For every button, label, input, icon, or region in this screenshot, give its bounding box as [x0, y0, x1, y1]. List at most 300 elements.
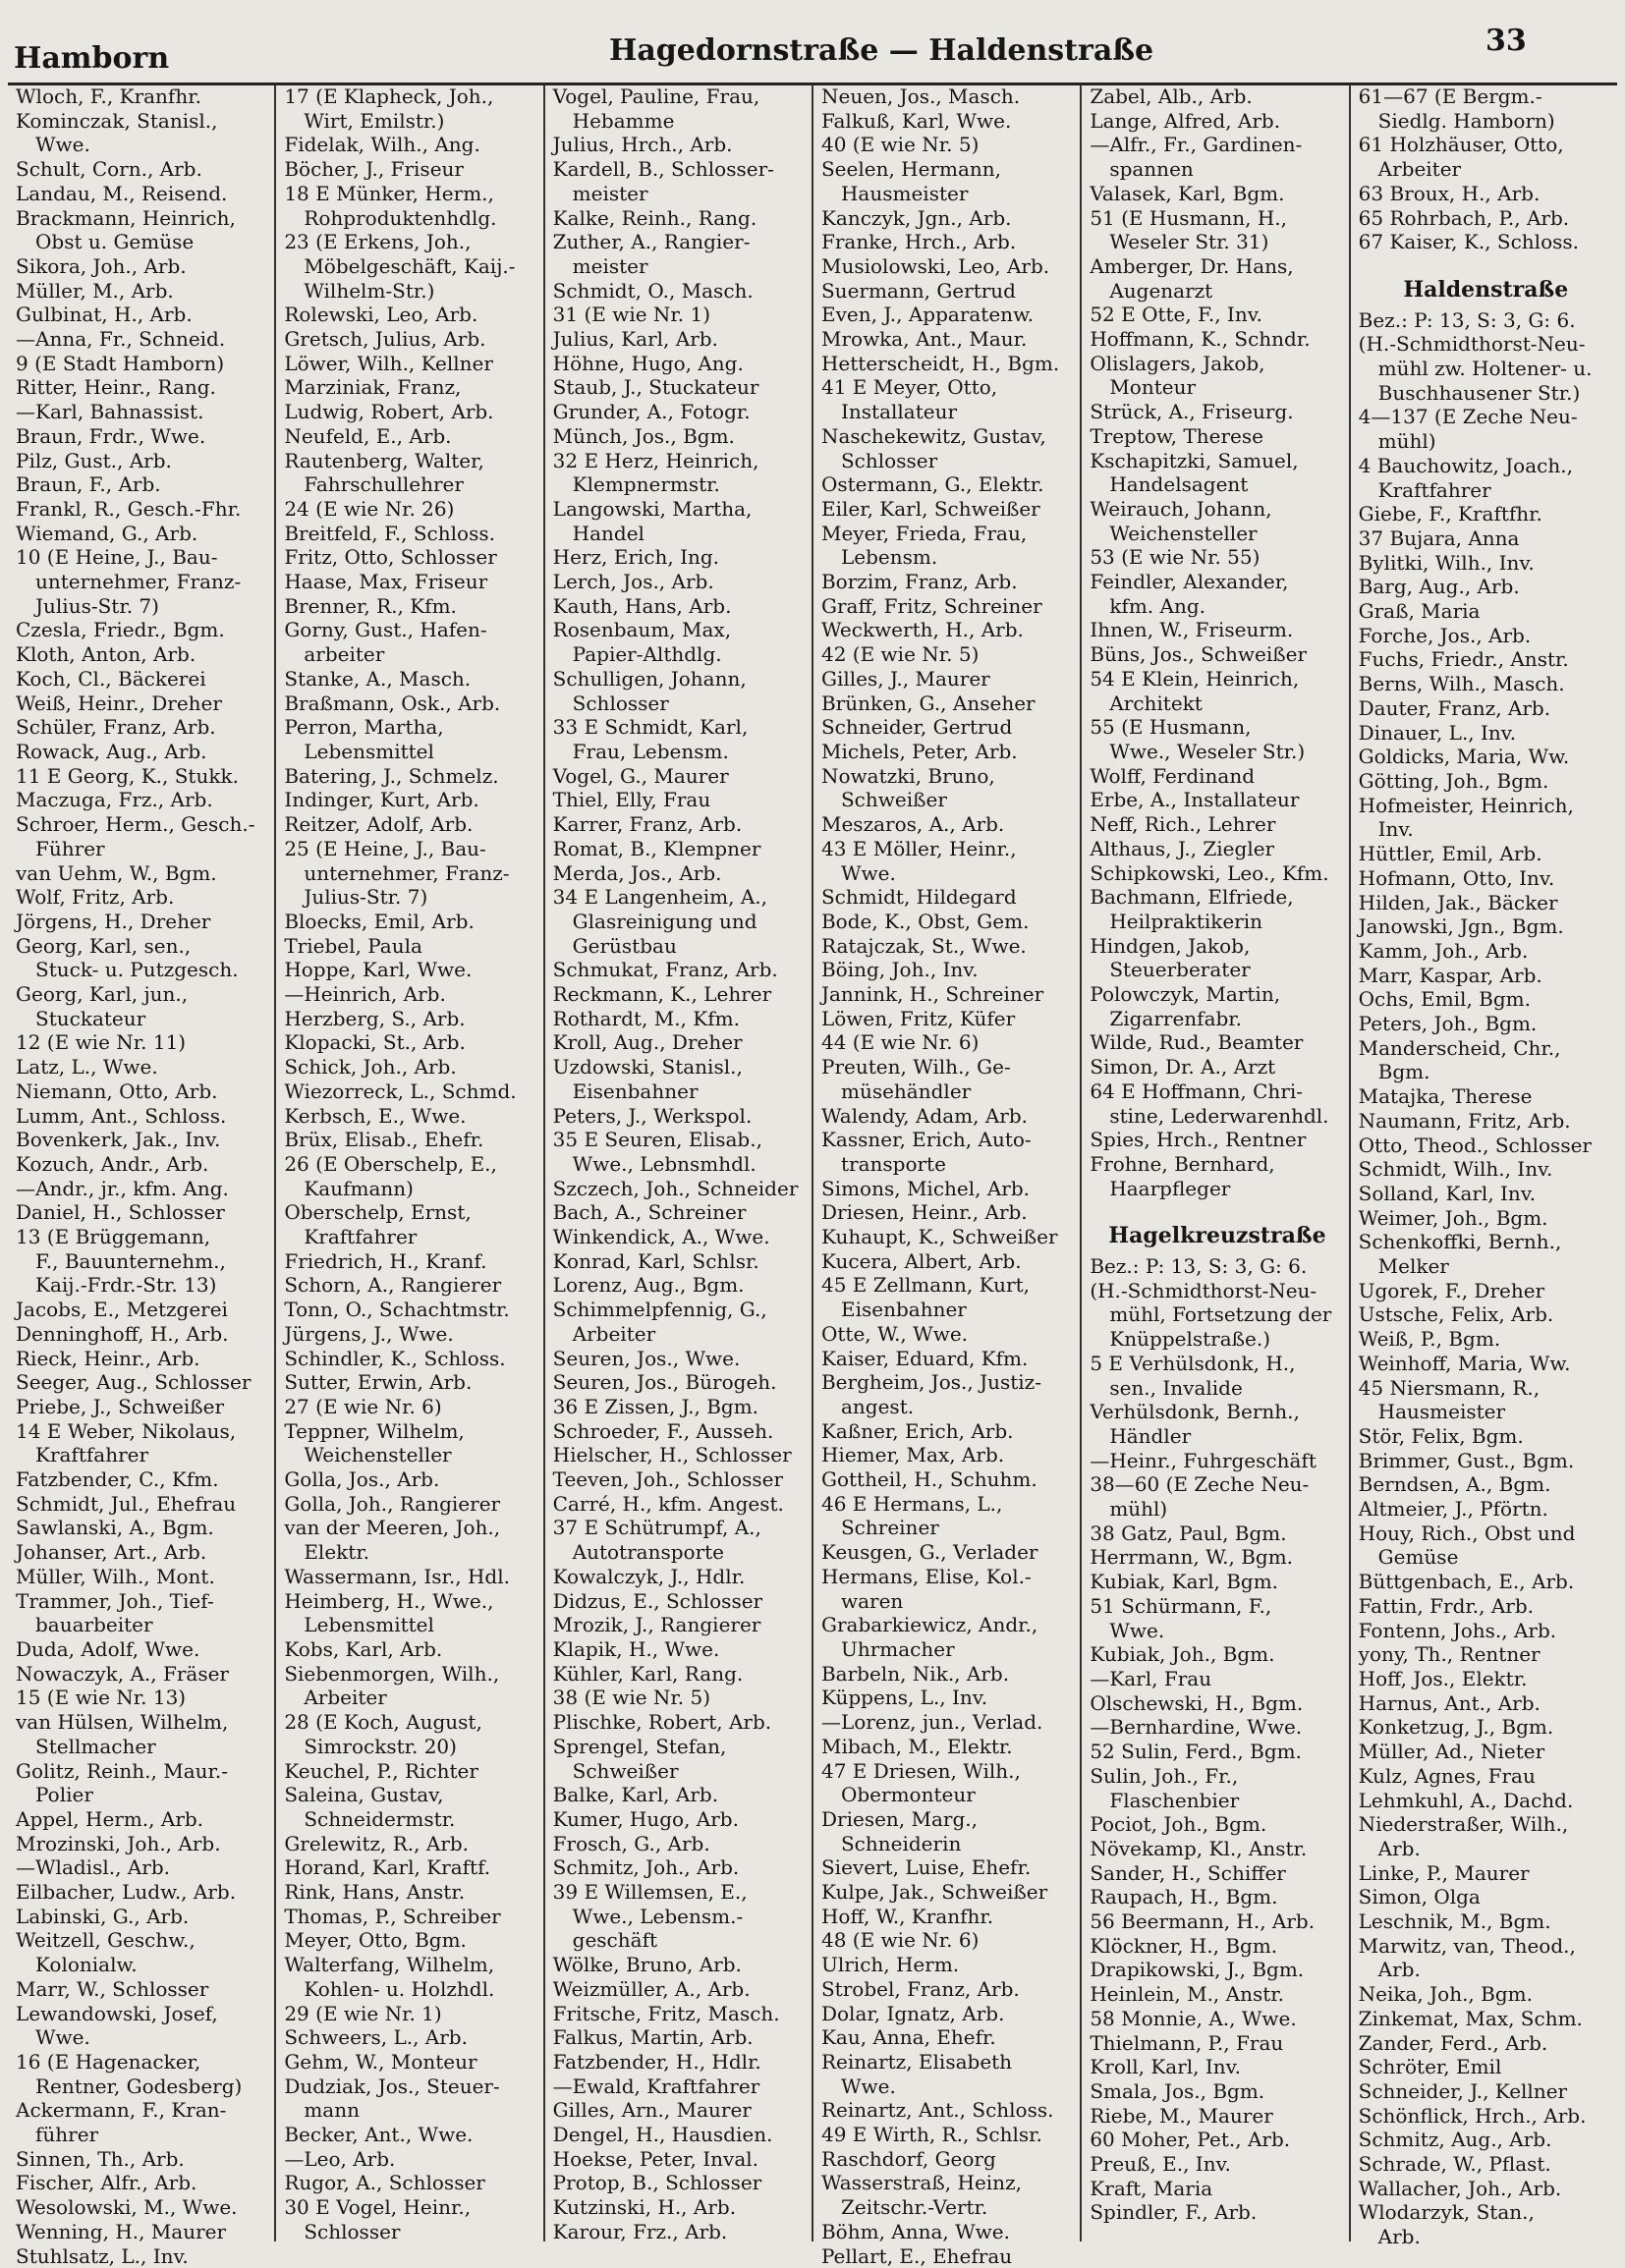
- directory-columns: [8, 84, 1617, 2268]
- directory-entry: Schorn, A., Rangierer: [284, 1273, 502, 1298]
- directory-entry: Kaij.-Frdr.-Str. 13): [35, 1273, 217, 1298]
- directory-entry: Haase, Max, Friseur: [284, 570, 488, 594]
- directory-entry: Tonn, O., Schachtmstr.: [284, 1298, 510, 1322]
- directory-entry: Arb.: [1377, 2225, 1421, 2249]
- directory-entry: Even, J., Apparatenw.: [820, 303, 1035, 327]
- directory-entry: Schneidermstr.: [304, 1806, 456, 1831]
- directory-entry: Kowalczyk, J., Hdlr.: [552, 1564, 746, 1588]
- directory-entry: Grunder, A., Fotogr.: [552, 400, 751, 424]
- directory-entry: Julius-Str. 7): [35, 593, 159, 618]
- directory-entry: Weiß, P., Bgm.: [1358, 1327, 1501, 1352]
- directory-entry: Rieck, Heinr., Arb.: [16, 1346, 200, 1370]
- directory-entry: Stellmacher: [35, 1734, 156, 1758]
- directory-entry: 29 (E wie Nr. 1): [284, 2001, 442, 2025]
- street-heading: Hagelkreuzstraße: [1108, 1223, 1326, 1249]
- directory-entry: Rowack, Aug., Arb.: [16, 739, 207, 763]
- directory-entry: Schrade, W., Pflast.: [1358, 2152, 1551, 2177]
- directory-entry: Daniel, H., Schlosser: [16, 1200, 225, 1225]
- directory-entry: 43 E Möller, Heinr.,: [820, 836, 1017, 860]
- directory-entry: transporte: [840, 1151, 946, 1176]
- directory-entry: Marr, W., Schlosser: [16, 1976, 209, 2001]
- directory-entry: 39 E Willemsen, E.,: [552, 1880, 748, 1905]
- directory-entry: Golitz, Reinh., Maur.-: [16, 1758, 228, 1783]
- directory-entry: Siedlg. Hamborn): [1377, 108, 1555, 133]
- directory-entry: 45 Niersmann, R.,: [1358, 1375, 1541, 1400]
- directory-entry: Barg, Aug., Arb.: [1358, 575, 1520, 599]
- directory-entry: Romat, B., Klempner: [552, 836, 761, 860]
- directory-entry: Hoppe, Karl, Wwe.: [284, 958, 473, 982]
- directory-entry: Arb.: [1377, 1958, 1421, 1982]
- directory-entry: Klöckner, H., Bgm.: [1090, 1933, 1278, 1958]
- directory-entry: 14 E Weber, Nikolaus,: [16, 1418, 237, 1443]
- directory-entry: Zuther, A., Rangier-: [552, 230, 751, 254]
- directory-entry: Lumm, Ant., Schloss.: [16, 1103, 227, 1128]
- directory-entry: —Alfr., Fr., Gardinen-: [1090, 133, 1303, 157]
- directory-entry: Walterfang, Wilhelm,: [284, 1953, 495, 1977]
- directory-entry: Fritz, Otto, Schlosser: [284, 545, 497, 570]
- directory-entry: Buschhausener Str.): [1377, 380, 1581, 405]
- column-2: [274, 84, 542, 2241]
- directory-entry: Keuchel, P., Richter: [284, 1758, 478, 1783]
- directory-entry: Kardell, B., Schlosser-: [552, 157, 774, 182]
- directory-entry: 49 E Wirth, R., Schlsr.: [820, 2123, 1042, 2147]
- directory-entry: Sander, H., Schiffer: [1090, 1860, 1286, 1885]
- directory-entry: Janowski, Jgn., Bgm.: [1358, 914, 1564, 939]
- directory-entry: Driesen, Heinr., Arb.: [820, 1200, 1028, 1225]
- column-1: [8, 84, 274, 2268]
- directory-entry: Manderscheid, Chr.,: [1358, 1035, 1561, 1060]
- directory-entry: Rothardt, M., Kfm.: [552, 1006, 740, 1030]
- directory-entry: Maczuga, Frz., Arb.: [16, 788, 213, 812]
- directory-entry: Jürgens, J., Wwe.: [284, 1321, 454, 1346]
- directory-entry: Meyer, Otto, Bgm.: [284, 1928, 467, 1953]
- directory-entry: Stör, Felix, Bgm.: [1358, 1423, 1524, 1448]
- directory-entry: Mrowka, Ant., Maur.: [820, 327, 1028, 352]
- directory-entry: Strobel, Franz, Arb.: [820, 1976, 1020, 2001]
- directory-entry: Indinger, Kurt, Arb.: [284, 788, 479, 812]
- directory-entry: Handelsagent: [1109, 472, 1249, 497]
- directory-entry: Solland, Karl, Inv.: [1358, 1181, 1537, 1205]
- directory-entry: 5 E Verhülsdonk, H.,: [1090, 1351, 1296, 1375]
- directory-entry: Neika, Joh., Bgm.: [1358, 1982, 1533, 2007]
- directory-entry: Wiezorreck, L., Schmd.: [284, 1079, 517, 1103]
- directory-entry: 64 E Hoffmann, Chri-: [1090, 1079, 1304, 1103]
- directory-entry: Weiß, Heinr., Dreher: [16, 691, 222, 715]
- directory-entry: Schmidt, Wilh., Inv.: [1358, 1157, 1553, 1182]
- directory-entry: van Uehm, W., Bgm.: [16, 860, 217, 885]
- directory-entry: —Lorenz, jun., Verlad.: [820, 1710, 1043, 1735]
- directory-entry: Schulligen, Johann,: [552, 666, 747, 691]
- directory-entry: Sikora, Joh., Arb.: [16, 253, 187, 278]
- directory-entry: —Heinr., Fuhrgeschäft: [1090, 1448, 1317, 1472]
- directory-entry: Thiel, Elly, Frau: [552, 788, 711, 812]
- directory-entry: Julius-Str. 7): [304, 885, 428, 910]
- directory-entry: Arbeiter: [572, 1321, 656, 1346]
- column-6: [1349, 84, 1617, 2249]
- directory-entry: Bovenkerk, Jak., Inv.: [16, 1128, 221, 1152]
- directory-entry: Kschapitzki, Samuel,: [1090, 448, 1299, 472]
- directory-entry: Strück, A., Friseurg.: [1090, 400, 1294, 424]
- directory-entry: Schreiner: [840, 1516, 939, 1540]
- directory-entry: Raschdorf, Georg: [820, 2146, 996, 2171]
- directory-entry: Hermans, Elise, Kol.-: [820, 1564, 1032, 1588]
- directory-entry: Konrad, Karl, Schlsr.: [552, 1248, 759, 1273]
- directory-entry: Növekamp, Kl., Anstr.: [1090, 1836, 1308, 1860]
- directory-entry: Michels, Peter, Arb.: [820, 739, 1018, 763]
- directory-entry: 54 E Klein, Heinrich,: [1090, 666, 1300, 691]
- directory-entry: Wassermann, Isr., Hdl.: [284, 1564, 510, 1588]
- directory-entry: Bgm.: [1377, 1060, 1430, 1084]
- directory-entry: Ritter, Heinr., Rang.: [16, 375, 216, 400]
- directory-entry: Wwe.: [35, 133, 90, 157]
- directory-entry: Fischer, Alfr., Arb.: [16, 2171, 197, 2195]
- directory-entry: Kuhaupt, K., Schweißer: [820, 1225, 1058, 1249]
- directory-entry: Schenkoffki, Bernh.,: [1358, 1230, 1562, 1254]
- directory-entry: Heilpraktikerin: [1109, 909, 1263, 933]
- directory-entry: 23 (E Erkens, Joh.,: [284, 230, 472, 254]
- directory-entry: mühl): [1109, 1497, 1168, 1521]
- directory-entry: Götting, Joh., Bgm.: [1358, 768, 1549, 793]
- directory-entry: Bez.: P: 13, S: 3, G: 6.: [1358, 307, 1576, 332]
- directory-entry: Erbe, A., Installateur: [1090, 788, 1300, 812]
- directory-entry: 17 (E Klapheck, Joh.,: [284, 84, 494, 108]
- directory-entry: Pellart, E., Ehefrau: [820, 2243, 1013, 2268]
- directory-entry: Handel: [572, 521, 644, 545]
- directory-entry: Papier-Althdlg.: [572, 642, 722, 667]
- directory-entry: —Anna, Fr., Schneid.: [16, 327, 226, 352]
- directory-entry: Müller, Wilh., Mont.: [16, 1564, 215, 1588]
- directory-entry: Kucera, Albert, Arb.: [820, 1248, 1022, 1273]
- directory-entry: 38—60 (E Zeche Neu-: [1090, 1472, 1310, 1497]
- directory-entry: Ihnen, W., Friseurm.: [1090, 618, 1294, 642]
- directory-entry: Saleina, Gustav,: [284, 1783, 444, 1807]
- directory-entry: Sprengel, Stefan,: [552, 1734, 727, 1758]
- directory-entry: Julius, Karl, Arb.: [552, 327, 718, 352]
- directory-entry: Seeger, Aug., Schlosser: [16, 1370, 252, 1395]
- directory-entry: Smala, Jos., Bgm.: [1090, 2078, 1265, 2103]
- directory-entry: Sievert, Luise, Ehefr.: [820, 1855, 1032, 1880]
- directory-entry: 38 (E wie Nr. 5): [552, 1686, 711, 1710]
- directory-entry: 48 (E wie Nr. 6): [820, 1928, 980, 1953]
- directory-entry: Rosenbaum, Max,: [552, 618, 732, 642]
- directory-entry: geschäft: [572, 1928, 658, 1953]
- column-4: [812, 84, 1080, 2268]
- directory-entry: Eisenbahner: [572, 1079, 699, 1103]
- directory-entry: van Hülsen, Wilhelm,: [16, 1710, 229, 1735]
- directory-entry: Friedrich, H., Kranf.: [284, 1248, 487, 1273]
- directory-entry: Kaßner, Erich, Arb.: [820, 1418, 1014, 1443]
- directory-entry: Sawlanski, A., Bgm.: [16, 1516, 214, 1540]
- directory-entry: Schneiderin: [840, 1831, 962, 1855]
- directory-entry: Falkus, Martin, Arb.: [552, 2025, 754, 2050]
- directory-entry: Protop, B., Schlosser: [552, 2171, 762, 2195]
- directory-entry: Feindler, Alexander,: [1090, 570, 1289, 594]
- directory-entry: 33 E Schmidt, Karl,: [552, 715, 749, 740]
- directory-entry: Rentner, Godesberg): [35, 2074, 243, 2098]
- directory-entry: —Bernhardine, Wwe.: [1090, 1715, 1303, 1740]
- directory-entry: Wölke, Bruno, Arb.: [552, 1953, 742, 1977]
- directory-entry: Inv.: [1377, 817, 1414, 842]
- directory-entry: Golla, Joh., Rangierer: [284, 1491, 501, 1516]
- directory-entry: Schweißer: [572, 1758, 679, 1783]
- directory-entry: Arbeiter: [1377, 157, 1462, 182]
- directory-entry: Matajka, Therese: [1358, 1084, 1533, 1109]
- directory-entry: Schindler, K., Schloss.: [284, 1346, 506, 1370]
- directory-entry: Böcher, J., Friseur: [284, 157, 464, 182]
- directory-entry: Simon, Olga: [1358, 1885, 1481, 1909]
- directory-entry: Peters, Joh., Bgm.: [1358, 1012, 1538, 1036]
- directory-entry: Kühler, Karl, Rang.: [552, 1661, 744, 1686]
- directory-entry: Thomas, P., Schreiber: [284, 1904, 501, 1928]
- directory-entry: Houy, Rich., Obst und: [1358, 1521, 1576, 1545]
- directory-entry: unternehmer, Franz-: [304, 860, 510, 885]
- directory-entry: 61—67 (E Bergm.-: [1358, 84, 1542, 108]
- directory-entry: Fritsche, Fritz, Masch.: [552, 2001, 780, 2025]
- directory-entry: Czesla, Friedr., Bgm.: [16, 618, 225, 642]
- directory-entry: —Andr., jr., kfm. Ang.: [16, 1176, 229, 1200]
- directory-entry: —Leo, Arb.: [284, 2146, 396, 2171]
- directory-entry: Fidelak, Wilh., Ang.: [284, 133, 480, 157]
- directory-entry: Braun, F., Arb.: [16, 472, 161, 497]
- directory-entry: Rink, Hans, Anstr.: [284, 1880, 466, 1905]
- directory-entry: Linke, P., Maurer: [1358, 1860, 1530, 1885]
- directory-entry: Preuten, Wilh., Ge-: [820, 1055, 1011, 1079]
- street-heading: Haldenstraße: [1403, 276, 1569, 303]
- directory-entry: Riebe, M., Maurer: [1090, 2103, 1273, 2128]
- directory-entry: Büns, Jos., Schweißer: [1090, 642, 1308, 667]
- directory-entry: Schmidt, Jul., Ehefrau: [16, 1491, 237, 1516]
- directory-entry: Hielscher, H., Schlosser: [552, 1443, 792, 1467]
- directory-entry: Meszaros, A., Arb.: [820, 812, 1005, 837]
- directory-entry: Rohproduktenhdlg.: [304, 205, 497, 230]
- directory-entry: Trammer, Joh., Tief-: [16, 1588, 214, 1613]
- directory-entry: Gilles, J., Maurer: [820, 666, 990, 691]
- directory-entry: Duda, Adolf, Wwe.: [16, 1637, 200, 1661]
- directory-entry: Ackermann, F., Kran-: [16, 2098, 227, 2123]
- directory-entry: Küppens, L., Inv.: [820, 1686, 988, 1710]
- directory-entry: Schult, Corn., Arb.: [16, 157, 202, 182]
- directory-entry: Wwe., Weseler Str.): [1109, 739, 1306, 763]
- directory-entry: Johanser, Art., Arb.: [16, 1540, 207, 1565]
- directory-entry: Lebensmittel: [304, 739, 434, 763]
- directory-entry: 10 (E Heine, J., Bau-: [16, 545, 218, 570]
- directory-entry: Lebensmittel: [304, 1613, 434, 1637]
- directory-entry: Weitzell, Geschw.,: [16, 1928, 196, 1953]
- directory-entry: Böhm, Anna, Wwe.: [820, 2219, 1010, 2243]
- directory-entry: Herz, Erich, Ing.: [552, 545, 720, 570]
- directory-entry: Reitzer, Adolf, Arb.: [284, 812, 474, 837]
- directory-entry: Bachmann, Elfriede,: [1090, 885, 1294, 910]
- directory-entry: Wallacher, Joh., Arb.: [1358, 2176, 1562, 2200]
- directory-entry: Golla, Jos., Arb.: [284, 1467, 440, 1492]
- header-left-title: Hamborn: [14, 41, 170, 76]
- directory-entry: Simon, Dr. A., Arzt: [1090, 1055, 1276, 1079]
- directory-entry: Lange, Alfred, Arb.: [1090, 108, 1281, 133]
- directory-entry: Wolff, Ferdinand: [1090, 763, 1256, 788]
- directory-entry: unternehmer, Franz-: [35, 570, 242, 594]
- directory-entry: 55 (E Husmann,: [1090, 715, 1252, 740]
- directory-entry: Haarpfleger: [1109, 1176, 1231, 1200]
- directory-entry: Kraftfahrer: [1377, 477, 1491, 502]
- directory-entry: 63 Broux, H., Arb.: [1358, 181, 1541, 205]
- directory-entry: Raupach, H., Bgm.: [1090, 1885, 1278, 1909]
- directory-entry: Kaiser, Eduard, Kfm.: [820, 1346, 1029, 1370]
- directory-entry: Klapik, H., Wwe.: [552, 1637, 720, 1661]
- directory-entry: Klopacki, St., Arb.: [284, 1030, 466, 1055]
- directory-entry: Wlodarzyk, Stan.,: [1358, 2200, 1535, 2225]
- directory-entry: Franke, Hrch., Arb.: [820, 230, 1017, 254]
- directory-entry: 24 (E wie Nr. 26): [284, 496, 455, 521]
- directory-entry: Installateur: [840, 400, 958, 424]
- directory-entry: Marr, Kaspar, Arb.: [1358, 963, 1542, 987]
- directory-entry: Gulbinat, H., Arb.: [16, 303, 193, 327]
- directory-entry: Fattin, Frdr., Arb.: [1358, 1593, 1534, 1618]
- directory-entry: Kubiak, Karl, Bgm.: [1090, 1570, 1279, 1594]
- directory-entry: Monteur: [1109, 375, 1197, 400]
- directory-entry: Seuren, Jos., Bürogeh.: [552, 1370, 777, 1395]
- directory-entry: sen., Invalide: [1109, 1375, 1243, 1400]
- directory-entry: (H.-Schmidthorst-Neu-: [1090, 1278, 1317, 1302]
- directory-entry: meister: [572, 253, 648, 278]
- directory-entry: Altmeier, J., Pförtn.: [1358, 1497, 1548, 1521]
- directory-entry: Polier: [35, 1783, 93, 1807]
- directory-entry: Zeitschr.-Vertr.: [840, 2195, 988, 2220]
- directory-entry: Pilz, Gust., Arb.: [16, 448, 172, 472]
- directory-entry: Wwe., Lebnsmhdl.: [572, 1151, 756, 1176]
- directory-entry: Plischke, Robert, Arb.: [552, 1710, 772, 1735]
- directory-entry: Denninghoff, H., Arb.: [16, 1321, 229, 1346]
- directory-entry: —Karl, Frau: [1090, 1667, 1212, 1690]
- directory-entry: Ulrich, Herm.: [820, 1953, 960, 1977]
- page-header: [0, 8, 1625, 76]
- header-center-title: Hagedornstraße — Haldenstraße: [609, 33, 1154, 68]
- directory-entry: Wolf, Fritz, Arb.: [16, 885, 175, 910]
- directory-entry: Fatzbender, C., Kfm.: [16, 1467, 219, 1492]
- directory-entry: Schweißer: [840, 788, 947, 812]
- directory-entry: —Wladisl., Arb.: [16, 1855, 170, 1880]
- directory-entry: Arb.: [1377, 1836, 1421, 1860]
- directory-entry: Kohlen- u. Holzhdl.: [304, 1976, 495, 2001]
- directory-entry: Merda, Jos., Arb.: [552, 860, 722, 885]
- directory-entry: Löwen, Fritz, Küfer: [820, 1006, 1016, 1030]
- directory-entry: Becker, Ant., Wwe.: [284, 2123, 474, 2147]
- directory-entry: Hoekse, Peter, Inval.: [552, 2146, 759, 2171]
- directory-entry: Obermonteur: [840, 1783, 976, 1807]
- directory-entry: Wirt, Emilstr.): [304, 108, 445, 133]
- directory-entry: 30 E Vogel, Heinr.,: [284, 2195, 472, 2220]
- directory-entry: Kolonialw.: [35, 1953, 138, 1977]
- directory-entry: Löwer, Wilh., Kellner: [284, 351, 493, 375]
- directory-entry: Kauth, Hans, Arb.: [552, 593, 732, 618]
- directory-entry: Kau, Anna, Ehefr.: [820, 2025, 996, 2050]
- directory-entry: 52 Sulin, Ferd., Bgm.: [1090, 1740, 1302, 1764]
- directory-entry: Siebenmorgen, Wilh.,: [284, 1661, 500, 1686]
- directory-entry: Verhülsdonk, Bernh.,: [1090, 1400, 1300, 1424]
- directory-entry: Münch, Jos., Bgm.: [552, 423, 735, 448]
- directory-entry: Gehm, W., Monteur: [284, 2049, 477, 2074]
- directory-entry: Autotransporte: [572, 1540, 725, 1565]
- directory-entry: 51 Schürmann, F.,: [1090, 1593, 1272, 1618]
- directory-entry: 65 Rohrbach, P., Arb.: [1358, 205, 1570, 230]
- directory-entry: Karrer, Franz, Arb.: [552, 812, 743, 837]
- directory-entry: Kutzinski, H., Arb.: [552, 2195, 737, 2220]
- directory-entry: —Heinrich, Arb.: [284, 982, 446, 1007]
- directory-entry: Berndsen, A., Bgm.: [1358, 1472, 1551, 1497]
- directory-entry: 60 Moher, Pet., Arb.: [1090, 2128, 1291, 2152]
- directory-entry: Augenarzt: [1109, 278, 1213, 303]
- directory-entry: Neuen, Jos., Masch.: [820, 84, 1021, 108]
- directory-entry: Bach, A., Schreiner: [552, 1200, 747, 1225]
- directory-entry: Gerüstbau: [572, 933, 677, 958]
- directory-entry: Rugor, A., Schlosser: [284, 2171, 485, 2195]
- directory-entry: Schimmelpfennig, G.,: [552, 1298, 767, 1322]
- directory-entry: 28 (E Koch, August,: [284, 1710, 482, 1735]
- directory-entry: Sutter, Erwin, Arb.: [284, 1370, 473, 1395]
- directory-entry: Mrozinski, Joh., Arb.: [16, 1831, 221, 1855]
- directory-entry: Ugorek, F., Dreher: [1358, 1278, 1545, 1302]
- directory-entry: Schipkowski, Leo., Kfm.: [1090, 860, 1329, 885]
- directory-entry: Ostermann, G., Elektr.: [820, 472, 1044, 497]
- directory-entry: meister: [572, 181, 648, 205]
- directory-entry: Schmidt, O., Masch.: [552, 278, 754, 303]
- directory-entry: Hiemer, Max, Arb.: [820, 1443, 1005, 1467]
- directory-entry: 37 Bujara, Anna: [1358, 526, 1520, 550]
- directory-entry: Didzus, E., Schlosser: [552, 1588, 763, 1613]
- directory-entry: Drapikowski, J., Bgm.: [1090, 1958, 1305, 1982]
- directory-entry: Musiolowski, Leo, Arb.: [820, 253, 1050, 278]
- directory-entry: Preuß, E., Inv.: [1090, 2152, 1231, 2177]
- directory-entry: Olislagers, Jakob,: [1090, 351, 1265, 375]
- directory-entry: Pociot, Joh., Bgm.: [1090, 1812, 1267, 1837]
- directory-entry: Hetterscheidt, H., Bgm.: [820, 351, 1060, 375]
- directory-entry: F., Bauunternehm.,: [35, 1248, 226, 1273]
- directory-entry: 40 (E wie Nr. 5): [820, 133, 980, 157]
- directory-entry: Klempnermstr.: [572, 472, 720, 497]
- directory-entry: Weseler Str. 31): [1109, 230, 1269, 254]
- directory-entry: mann: [304, 2098, 360, 2123]
- directory-entry: Schneider, Gertrud: [820, 715, 1013, 740]
- directory-entry: Obst u. Gemüse: [35, 230, 195, 254]
- directory-entry: Spindler, F., Arb.: [1090, 2200, 1258, 2225]
- directory-entry: 26 (E Oberschelp, E.,: [284, 1151, 497, 1176]
- directory-entry: Fahrschullehrer: [304, 472, 464, 497]
- directory-entry: Giebe, F., Kraftfhr.: [1358, 502, 1542, 526]
- directory-entry: Bylitki, Wilh., Inv.: [1358, 550, 1535, 575]
- directory-entry: Kumer, Hugo, Arb.: [552, 1806, 739, 1831]
- directory-entry: Brackmann, Heinrich,: [16, 205, 236, 230]
- directory-entry: Niederstraßer, Wilh.,: [1358, 1812, 1569, 1837]
- directory-entry: Georg, Karl, sen.,: [16, 933, 192, 958]
- directory-entry: 37 E Schütrumpf, A.,: [552, 1516, 761, 1540]
- directory-entry: Stuhlsatz, L., Inv.: [16, 2243, 189, 2268]
- directory-entry: 18 E Münker, Herm.,: [284, 181, 494, 205]
- directory-entry: Kaufmann): [304, 1176, 414, 1200]
- directory-entry: Grabarkiewicz, Andr.,: [820, 1613, 1038, 1637]
- directory-entry: Dauter, Franz, Arb.: [1358, 695, 1551, 720]
- directory-entry: van der Meeren, Joh.,: [284, 1516, 501, 1540]
- directory-entry: Amberger, Dr. Hans,: [1090, 253, 1294, 278]
- directory-entry: Rautenberg, Walter,: [284, 448, 484, 472]
- directory-entry: Dolar, Ignatz, Arb.: [820, 2001, 1005, 2025]
- directory-entry: Kanczyk, Jgn., Arb.: [820, 205, 1012, 230]
- directory-entry: Kobs, Karl, Arb.: [284, 1637, 443, 1661]
- directory-entry: Priebe, J., Schweißer: [16, 1394, 225, 1418]
- directory-entry: 12 (E wie Nr. 11): [16, 1030, 187, 1055]
- directory-entry: Wwe.: [1109, 1618, 1165, 1642]
- directory-entry: Frohne, Bernhard,: [1090, 1151, 1275, 1176]
- directory-entry: Gorny, Gust., Hafen-: [284, 618, 487, 642]
- directory-entry: 13 (E Brüggemann,: [16, 1225, 211, 1249]
